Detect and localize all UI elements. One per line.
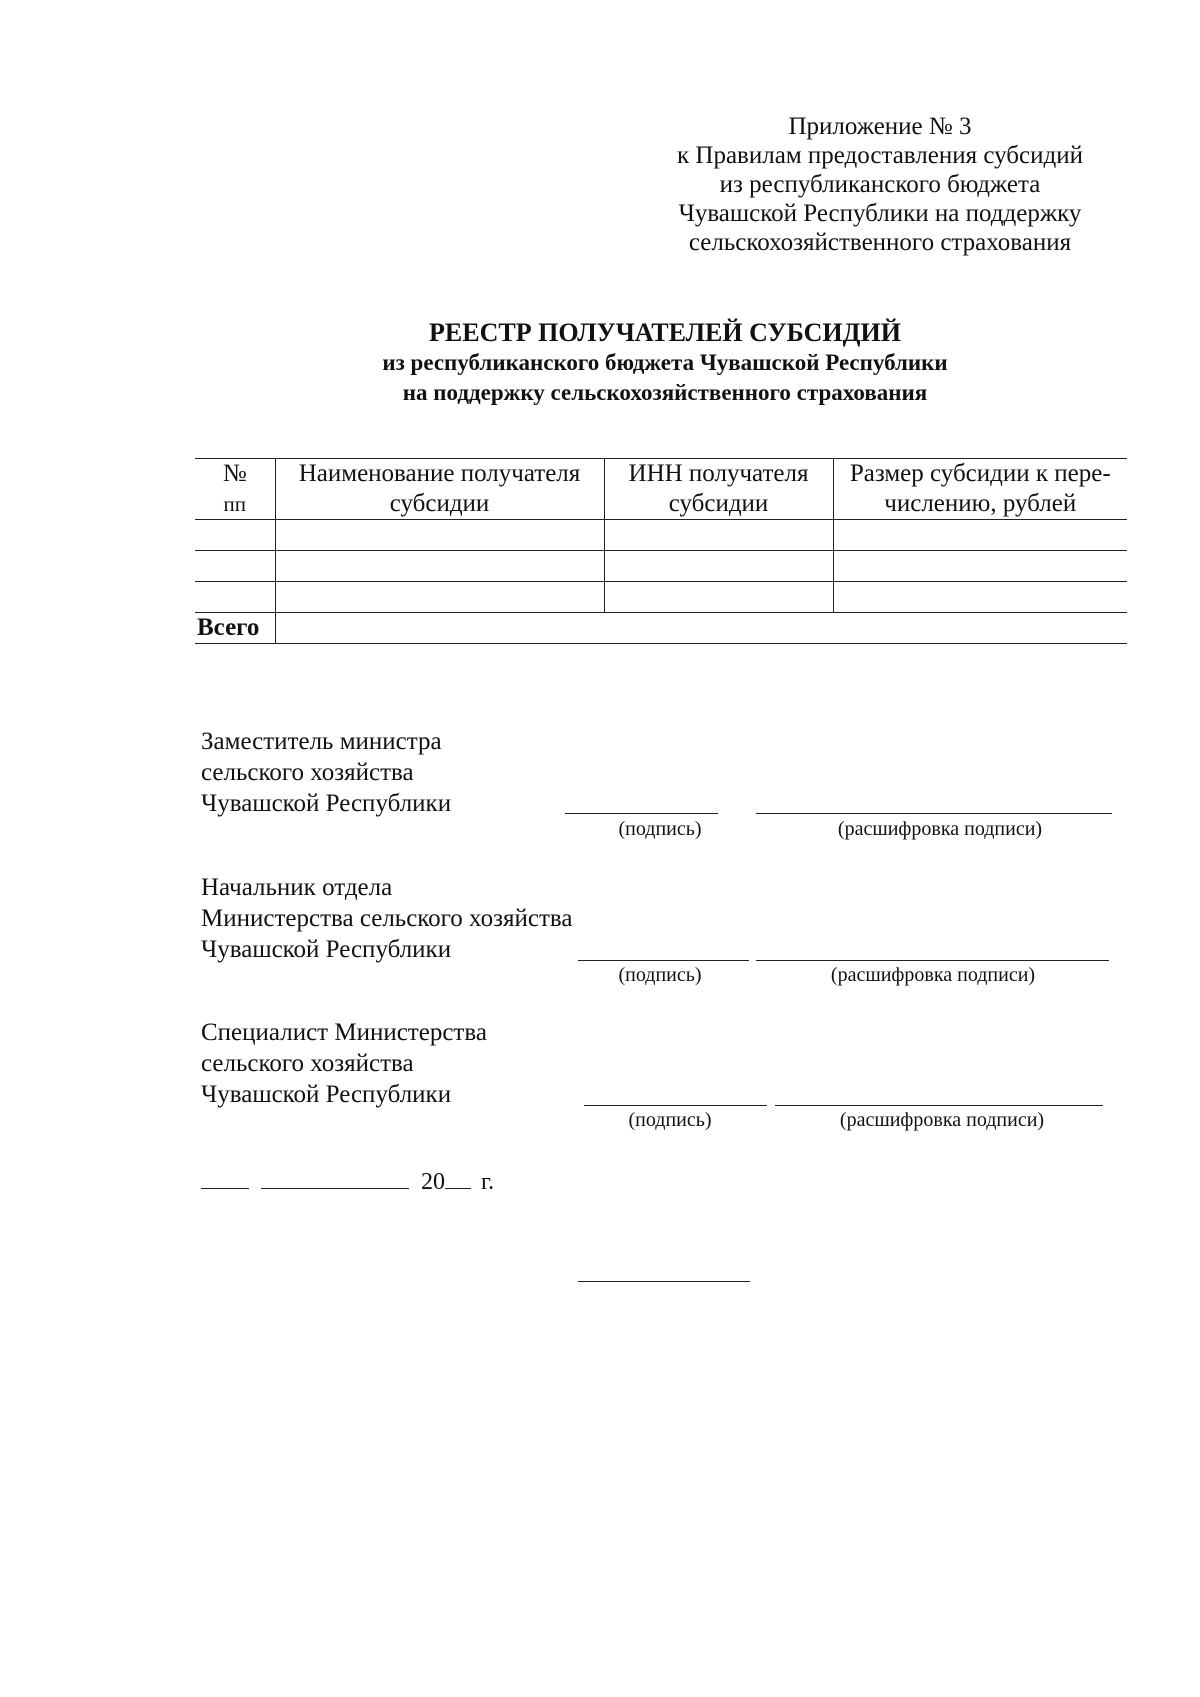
total-value-cell[interactable] — [275, 613, 1127, 644]
position-line: Министерства сельского хозяйства — [201, 905, 573, 932]
document-title — [0, 318, 1200, 408]
header-text: пп — [223, 492, 246, 516]
date-line — [201, 1166, 494, 1196]
position-line: Чувашской Республики — [201, 790, 452, 817]
table-cell[interactable] — [275, 582, 604, 613]
day-blank[interactable] — [201, 1166, 249, 1189]
position-line: Чувашской Республики — [201, 936, 452, 963]
header-text: № — [222, 460, 247, 487]
table-cell[interactable] — [195, 520, 275, 551]
table-cell[interactable] — [604, 551, 833, 582]
table-cell[interactable] — [604, 520, 833, 551]
table-cell[interactable] — [833, 520, 1127, 551]
header-text: Наименование получателя — [298, 460, 581, 487]
header-text: Размер субсидии к пере- — [849, 460, 1111, 487]
header-text: числению, рублей — [884, 490, 1077, 517]
year-blank[interactable] — [445, 1166, 471, 1189]
signature-block-deputy-minister — [201, 726, 451, 819]
signature-block-department-head — [201, 872, 572, 965]
decryption-line[interactable] — [756, 813, 1112, 814]
table-cell[interactable] — [275, 520, 604, 551]
title-line: РЕЕСТР ПОЛУЧАТЕЛЕЙ СУБСИДИЙ — [429, 318, 901, 347]
appendix-line: Приложение № 3 — [788, 113, 972, 140]
table-cell[interactable] — [833, 551, 1127, 582]
position-line: сельского хозяйства — [201, 759, 414, 786]
title-line: из республиканского бюджета Чувашской Республики — [382, 350, 948, 375]
signature-caption: (подпись) — [618, 818, 702, 840]
signature-caption: (подпись) — [628, 1109, 712, 1131]
month-blank[interactable] — [261, 1166, 409, 1189]
appendix-line: сельскохозяйственного страхования — [688, 229, 1072, 256]
registry-table — [195, 458, 1127, 644]
header-inn — [604, 459, 833, 520]
position-line: Чувашской Республики — [201, 1081, 452, 1108]
table-header-row — [195, 459, 1127, 520]
header-subsidy-amount — [833, 459, 1127, 520]
decryption-caption: (расшифровка подписи) — [830, 964, 1036, 986]
appendix-line: из республиканского бюджета — [719, 171, 1041, 198]
signature-line[interactable] — [578, 960, 749, 961]
footer-divider — [578, 1281, 750, 1282]
table-cell[interactable] — [275, 551, 604, 582]
table-cell[interactable] — [195, 551, 275, 582]
appendix-note — [600, 112, 1160, 257]
signature-line[interactable] — [584, 1105, 767, 1106]
position-line: сельского хозяйства — [201, 1050, 414, 1077]
decryption-caption: (расшифровка подписи) — [837, 818, 1043, 840]
decryption-caption: (расшифровка подписи) — [839, 1109, 1045, 1131]
signature-line[interactable] — [565, 813, 718, 814]
header-recipient-name — [275, 459, 604, 520]
position-line: Начальник отдела — [201, 874, 393, 901]
signature-caption: (подпись) — [618, 964, 702, 986]
table-total-row — [195, 613, 1127, 644]
header-number — [195, 459, 275, 520]
decryption-line[interactable] — [756, 960, 1109, 961]
year-prefix: 20 — [421, 1169, 445, 1195]
table-row — [195, 551, 1127, 582]
table-cell[interactable] — [195, 582, 275, 613]
position-line: Заместитель министра — [201, 728, 442, 755]
header-text: ИНН получателя — [628, 460, 809, 487]
appendix-line: к Правилам предоставления субсидий — [677, 142, 1083, 169]
table-row — [195, 520, 1127, 551]
header-text: субсидии — [389, 490, 490, 517]
total-label: Всего — [195, 613, 275, 644]
table-row — [195, 582, 1127, 613]
year-suffix: г. — [481, 1169, 495, 1195]
header-text: субсидии — [668, 490, 769, 517]
table-cell[interactable] — [604, 582, 833, 613]
position-line: Специалист Министерства — [201, 1019, 487, 1046]
title-line: на поддержку сельскохозяйственного страхования — [402, 380, 928, 405]
decryption-line[interactable] — [775, 1105, 1103, 1106]
appendix-line: Чувашской Республики на поддержку — [678, 200, 1082, 227]
table-cell[interactable] — [833, 582, 1127, 613]
signature-block-specialist — [201, 1017, 487, 1110]
